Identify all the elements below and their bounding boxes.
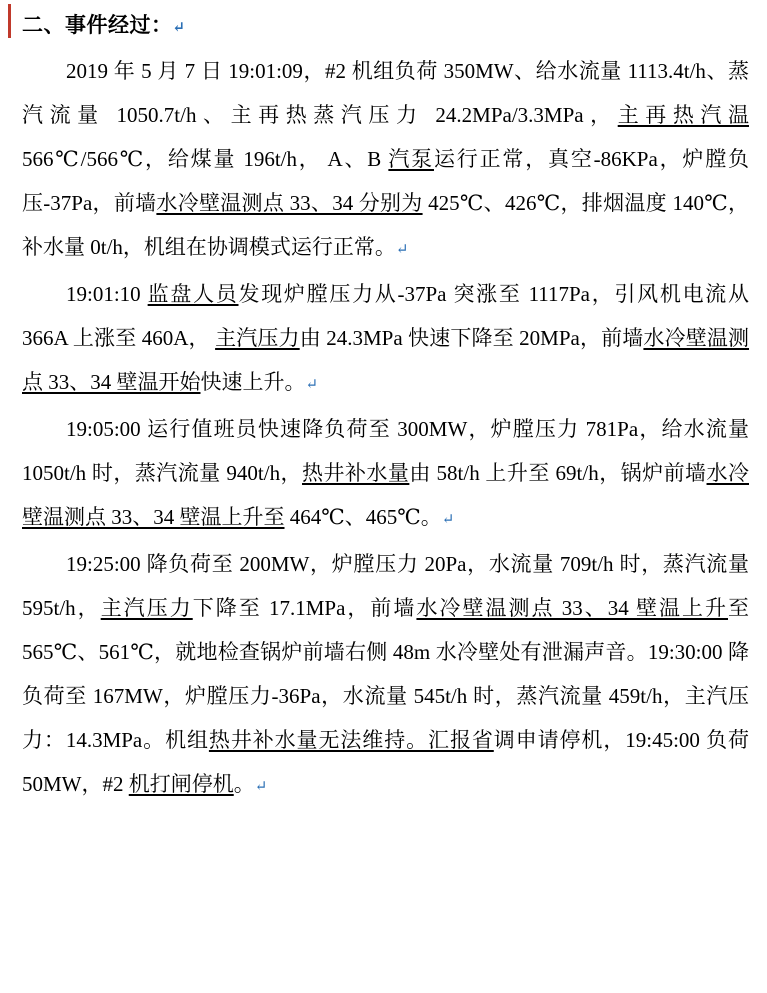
- underlined-text: 水冷壁温测点 33、34 壁温上升: [416, 596, 729, 620]
- document-body: [22, 49, 749, 809]
- plain-text: 快速上升。: [200, 370, 306, 394]
- underlined-text: 主汽压力: [215, 326, 300, 350]
- page-title: [22, 8, 749, 45]
- plain-text: 发现炉膛压力从-37Pa 突涨至 1117Pa，引风机电流从 366A 上涨至 460A，: [22, 282, 750, 350]
- underlined-text: 主汽压力: [100, 596, 193, 620]
- underlined-text: 监盘人员: [147, 282, 239, 306]
- plain-text: 19:01:10: [66, 282, 148, 306]
- plain-text: 425℃、426℃，排烟温度 140℃，补水量 0t/h，机组在协调模式运行正常。: [22, 191, 749, 259]
- left-margin-rule: [8, 4, 11, 38]
- underlined-text: 水冷壁温测点 33、34 壁温开始: [22, 326, 750, 394]
- plain-text: 566℃/566℃，给煤量 196t/h， A、B: [22, 147, 389, 171]
- body-paragraph: [22, 542, 749, 809]
- paragraph-mark: ↵: [172, 20, 186, 36]
- underlined-text: 主再热汽温: [617, 103, 749, 127]
- plain-text: 调申请停机，19:45:00 负荷 50MW，#2: [22, 728, 750, 796]
- body-paragraph: [22, 49, 749, 272]
- paragraph-mark: ↵: [395, 242, 409, 258]
- underlined-text: 热井补水量无法维持。汇报省: [208, 728, 494, 752]
- plain-text: 。: [233, 772, 255, 796]
- plain-text: 运行正常，真空-86KPa，炉膛负压-37Pa，前墙: [22, 147, 750, 215]
- plain-text: 19:05:00 运行值班员快速降负荷至 300MW，炉膛压力 781Pa，给水流量 1050t/h 时，蒸汽流量 940t/h，: [22, 417, 749, 485]
- underlined-text: 机打闸停机: [128, 772, 234, 796]
- underlined-text: 水冷壁温测点 33、34 壁温上升至: [22, 461, 749, 529]
- underlined-text: 汽泵: [388, 147, 434, 171]
- paragraph-mark: ↵: [441, 512, 455, 528]
- body-paragraph: [22, 272, 749, 407]
- underlined-text: 热井补水量: [302, 461, 410, 485]
- plain-text: 下降至 17.1MPa，前墙: [192, 596, 417, 620]
- plain-text: 至 565℃、561℃，就地检查锅炉前墙右侧 48m 水冷壁处有泄漏声音。19:30:00 降负荷至 167MW，炉膛压力-36Pa，水流量 545t/h 时，蒸汽流量 459t/h，主汽压力：14.3MPa。机组: [22, 596, 750, 752]
- underlined-text: 水冷壁温测点 33、34 分别为: [156, 191, 423, 215]
- plain-text: 2019 年 5 月 7 日 19:01:09，#2 机组负荷 350MW、给水流量 1113.4t/h、蒸汽流量 1050.7t/h、主再热蒸汽压力 24.2MPa/3.3MPa，: [22, 59, 749, 127]
- plain-text: 由 24.3MPa 快速下降至 20MPa，前墙: [299, 326, 644, 350]
- paragraph-mark: ↵: [254, 779, 268, 795]
- plain-text: 19:25:00 降负荷至 200MW，炉膛压力 20Pa，水流量 709t/h 时，蒸汽流量 595t/h，: [22, 552, 749, 620]
- plain-text: 464℃、465℃。: [284, 505, 442, 529]
- page-title-text: 二、事件经过：: [22, 13, 173, 37]
- plain-text: 由 58t/h 上升至 69t/h，锅炉前墙: [409, 461, 707, 485]
- body-paragraph: [22, 407, 749, 542]
- paragraph-mark: ↵: [305, 377, 319, 393]
